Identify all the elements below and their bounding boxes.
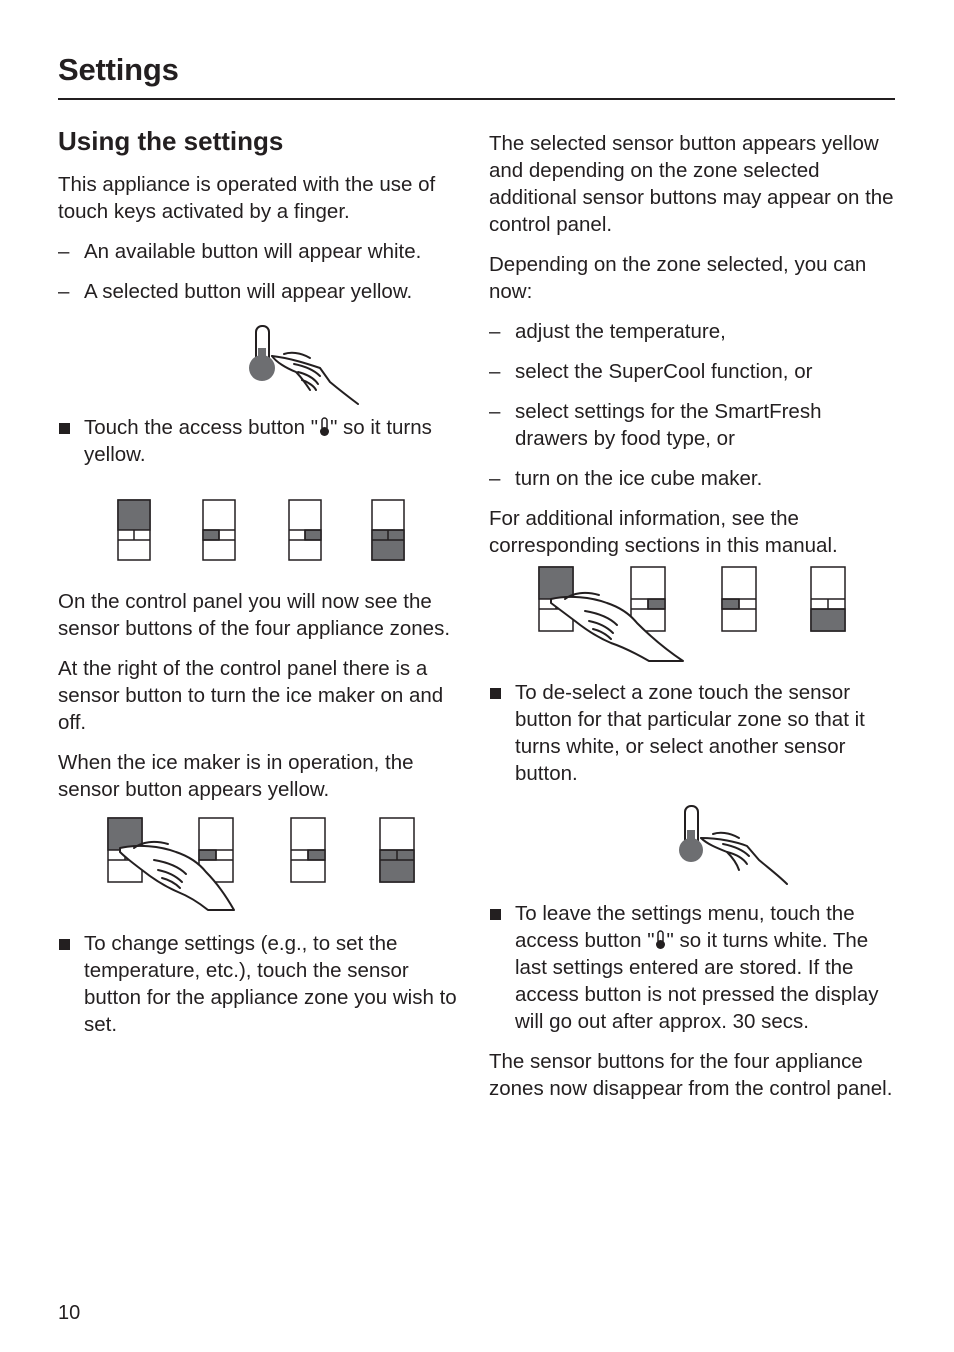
dash-item-supercool: – select the SuperCool function, or	[489, 358, 899, 385]
paragraph-disappear: The sensor buttons for the four appliance zones now disappear from the control panel.	[489, 1050, 893, 1100]
step-text: " so it turns yellow.	[84, 416, 432, 466]
access-button-leave-figure	[489, 800, 899, 896]
paragraph-depending: Depending on the zone selected, you can now:	[489, 253, 867, 303]
thermometer-icon	[318, 417, 330, 437]
thermometer-icon	[249, 326, 275, 381]
zone-sensor-button-icon	[118, 500, 150, 560]
zone-sensor-button-icon	[203, 500, 235, 560]
page-number: 10	[58, 1302, 81, 1324]
step-leave-settings	[489, 900, 899, 1035]
step-text: Touch the access button "	[84, 416, 319, 439]
step-change-settings: To change settings (e.g., to set the temperature, etc.), touch the sensor button for the appliance zone you wish to set.	[58, 930, 468, 1038]
zone-sensor-button-icon	[380, 818, 414, 882]
deselect-zone-figure	[489, 565, 899, 665]
section-heading: Using the settings	[58, 126, 284, 156]
zone-sensor-button-icon	[372, 500, 404, 560]
thermometer-icon	[679, 806, 703, 862]
thermometer-icon	[654, 930, 666, 950]
title-rule	[58, 98, 895, 100]
zone-sensor-button-icon	[289, 500, 321, 560]
paragraph-additional: For additional information, see the corresponding sections in this manual.	[489, 507, 838, 557]
access-button-touch-figure	[58, 318, 468, 414]
paragraph-operation: When the ice maker is in operation, the sensor button appears yellow.	[58, 751, 414, 801]
dash-item-white: – An available button will appear white.	[58, 238, 468, 265]
zone-sensor-button-icon	[811, 567, 845, 631]
step-touch-access	[58, 414, 468, 468]
dash-item-yellow: – A selected button will appear yellow.	[58, 278, 468, 305]
page-title: Settings	[58, 52, 179, 87]
step-text: To leave the settings menu, touch the access button "	[515, 902, 855, 952]
paragraph-selected: The selected sensor button appears yellow and depending on the zone selected additional sensor buttons may appear on the control panel.	[489, 132, 894, 236]
paragraph-zones: On the control panel you will now see the sensor buttons of the four appliance zones.	[58, 590, 451, 640]
zone-buttons-figure	[58, 486, 468, 574]
dash-item-icemaker: – turn on the ice cube maker.	[489, 465, 899, 492]
hand-touch-icon	[701, 833, 787, 884]
dash-item-smartfresh: – select settings for the SmartFresh drawers by food type, or	[489, 398, 899, 452]
hand-touch-icon	[272, 353, 358, 404]
left-column	[58, 124, 468, 1051]
step-text: " so it turns white. The last settings entered are stored. If the access button is not pressed the display will go out after approx. 30 secs.	[515, 929, 879, 1033]
paragraph-icemaker: At the right of the control panel there is a sensor button to turn the ice maker on and off.	[58, 657, 444, 734]
right-column	[489, 130, 899, 1115]
zone-sensor-button-icon	[291, 818, 325, 882]
select-zone-figure	[58, 816, 468, 912]
intro-paragraph: This appliance is operated with the use of touch keys activated by a finger.	[58, 173, 436, 223]
zone-sensor-button-icon	[722, 567, 756, 631]
step-deselect: To de-select a zone touch the sensor button for that particular zone so that it turns white, or select another sensor button.	[489, 679, 899, 787]
dash-item-temperature: – adjust the temperature,	[489, 318, 899, 345]
